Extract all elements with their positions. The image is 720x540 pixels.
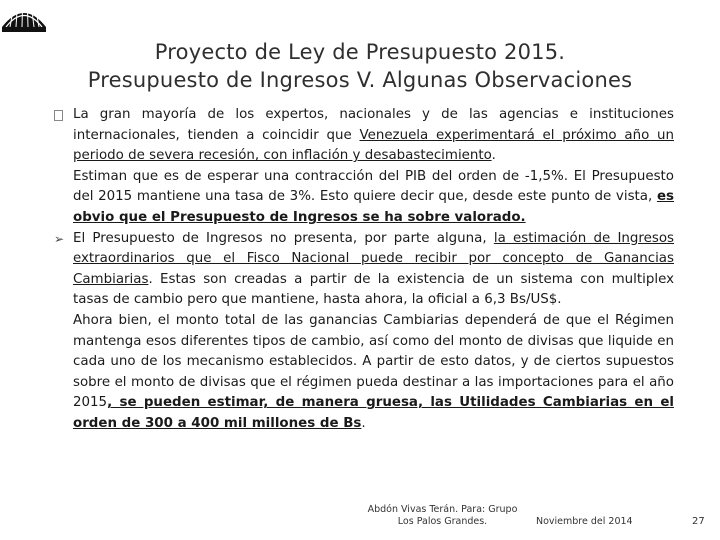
paragraph-4-end: .: [361, 415, 366, 431]
arrow-bullet-icon: ➢: [53, 231, 65, 246]
page-number: 27: [692, 516, 705, 527]
bullet-item-1: [52, 105, 674, 167]
title-line-2: Presupuesto de Ingresos V. Algunas Observaciones: [87, 68, 633, 92]
paragraph-1-emphasis: Venezuela experimentará el próximo año un periodo de severa recesión, con inflación y desabastecimiento: [73, 127, 674, 164]
slide-body: [52, 105, 674, 435]
paragraph-1-end: .: [491, 148, 496, 164]
footer-author: [355, 504, 530, 528]
paragraph-2-text: Estiman que es de esperar una contracción del PIB del orden de -1,5%. El Presupuesto del 2015 mantiene una tasa de 3%. Esto quiere decir que, desde este punto de vista,: [73, 168, 674, 205]
paragraph-2-emphasis: es obvio que el Presupuesto de Ingresos se ha sobre valorado.: [73, 189, 674, 225]
paragraph-4-emphasis: , se pueden estimar, de manera gruesa, las Utilidades Cambiarias en el orden de 300 a 400 mil millones de Bs: [73, 395, 674, 431]
paragraph-3-end: . Estas son creadas a partir de la existencia de un sistema con multiplex tasas de cambio pero que mantiene, hasta ahora, la oficial a 6,3 Bs/US$.: [73, 271, 674, 308]
paragraph-4: [52, 311, 674, 435]
square-bullet-icon: [54, 110, 63, 121]
paragraph-1-text: La gran mayoría de los expertos, nacionales y de las agencias e instituciones internacionales, tienden a coincidir que: [73, 107, 674, 143]
paragraph-3-emphasis: la estimación de Ingresos extraordinarios que el Fisco Nacional puede recibir por concepto de Ganancias Cambiarias: [73, 230, 674, 287]
title-line-1: Proyecto de Ley de Presupuesto 2015.: [154, 40, 566, 64]
paragraph-3-text: El Presupuesto de Ingresos no presenta, por parte alguna,: [73, 230, 494, 246]
slide-title: [0, 38, 720, 94]
paragraph-4-text: Ahora bien, el monto total de las ganancias Cambiarias dependerá de que el Régimen mantenga esos diferentes tipos de cambio, así como del monto de divisas que liquide en cada uno de los mecanismo establecidos. A partir de esto datos, y de ciertos supuestos sobre el monto de divisas que el régimen pueda destinar a las importaciones para el año 2015: [73, 312, 674, 411]
dome-logo-icon: [0, 0, 48, 34]
footer-date: Noviembre del 2014: [536, 516, 633, 527]
bullet-item-2: [52, 229, 674, 311]
paragraph-2: [52, 167, 674, 229]
paragraph-1: [73, 105, 674, 167]
paragraph-3: [73, 229, 674, 311]
footer-author-line-2: Los Palos Grandes.: [397, 516, 488, 527]
footer-author-line-1: Abdón Vivas Terán. Para: Grupo: [367, 504, 518, 515]
